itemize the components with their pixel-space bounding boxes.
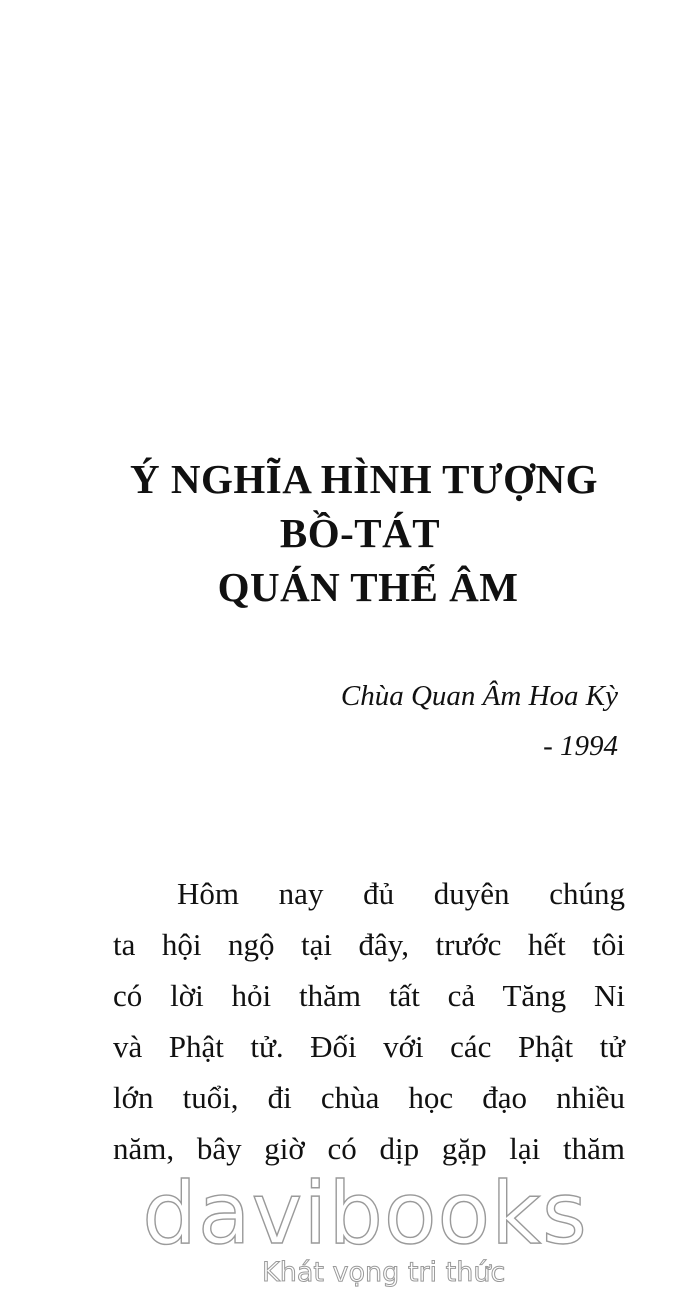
title-line-1: Ý NGHĨA HÌNH TƯỢNG [129,456,599,502]
watermark-brand: davibooks [142,1164,588,1264]
watermark-tagline: Khát vọng tri thức [262,1257,506,1288]
body-line: có lời hỏi thăm tất cả Tăng Ni [113,978,625,1013]
body-line: ta hội ngộ tại đây, trước hết tôi [113,927,625,962]
publisher-watermark [0,1164,700,1288]
subtitle-year: - 1994 [543,730,618,762]
title-line-3: QUÁN THẾ ÂM [217,564,519,610]
body-line: lớn tuổi, đi chùa học đạo nhiều [113,1080,625,1115]
subtitle-location: Chùa Quan Âm Hoa Kỳ [340,680,618,712]
body-paragraph [113,868,625,1174]
body-line: và Phật tử. Đối với các Phật tử [113,1029,625,1064]
body-line: năm, bây giờ có dịp gặp lại thăm [113,1131,625,1166]
chapter-title [0,452,700,614]
body-line: Hôm nay đủ duyên chúng [177,876,625,911]
title-line-2: BỒ-TÁT [279,510,441,556]
